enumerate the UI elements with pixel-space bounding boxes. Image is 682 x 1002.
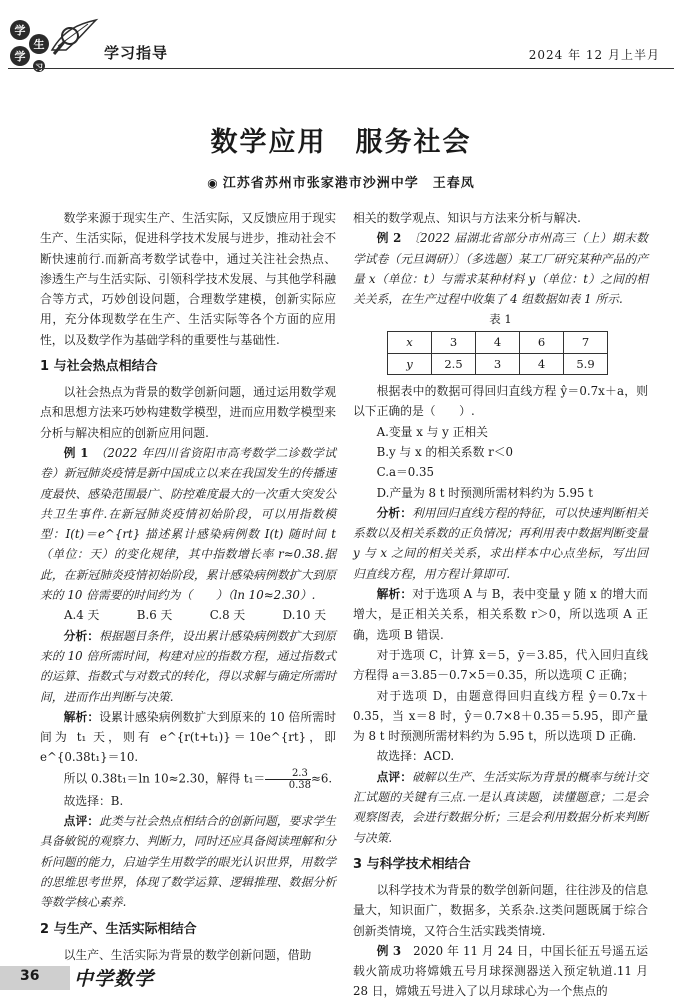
option-c: C.8 天 bbox=[209, 608, 246, 623]
table-cell: 4 bbox=[476, 332, 520, 353]
magazine-name: 中学数学 bbox=[74, 968, 155, 990]
analysis-2-label: 分析： bbox=[376, 505, 412, 520]
intro-paragraph: 数学来源于现实生产、生活实际，又反馈应用于现实生产、生活实际，促进科学技术发展与进步，推动社会不断快速前行.而新高考数学试卷中，通过关注社会热点、渗透生产与生活实际、引领科学技术发展、与其他学科融合等方式，巧妙创设问题，合理数学建模，创新实际应用，充分体现数学在生产、生活实际等各个方面的应用性，以及数学作为基础学科的重要性与基础性. bbox=[40, 211, 336, 347]
solution-2-choice: 故选择：ACD. bbox=[376, 749, 455, 764]
section-heading-2: 2 与生产、生活实际相结合 bbox=[40, 921, 197, 937]
page-header bbox=[0, 0, 682, 74]
option-b: B.6 天 bbox=[136, 608, 173, 623]
table-cell: 7 bbox=[564, 332, 608, 353]
solution-2-option-c: 对于选项 C，计算 x̄＝5，ȳ＝3.85，代入回归直线方程得 a＝3.85－0.7×5＝0.35，所以选项 C 正确； bbox=[353, 647, 648, 683]
analysis-2-text: 利用回归直线方程的特征，可以快速判断相关系数以及相关系数的正负情况；再利用表中数据判断变量 y 与 x 之间的相关关系，求出样本中心点坐标，写出回归直线方程，用方程计算即可. bbox=[353, 505, 648, 581]
page-footer bbox=[0, 962, 682, 1000]
left-column bbox=[40, 208, 336, 965]
comment-2-label: 点评： bbox=[376, 769, 412, 784]
example-3-label: 例 3 bbox=[376, 943, 402, 958]
data-table bbox=[387, 331, 608, 375]
solution-1-line-2 bbox=[40, 768, 336, 791]
solution-2-label: 解析： bbox=[376, 587, 413, 602]
example-1-text: （2022 年四川省资阳市高考数学二诊数学试卷）新冠肺炎疫情是新中国成立以来在我国发生的传播速度最快、感染范围最广、防控难度最大的一次重大突发公共卫生事件.在新冠肺炎疫情初始阶段，可以用指数模型：I(t)＝e^{rt} 描述累计感染病例数 I(t) 随时间 t（单位：天）的变化规律，其中指数增长率 r≈0.38.据此，在新冠肺炎疫情初始阶段，累计感染病例数扩大到原来的 10 倍需要的时间约为（ ）（ln 10≈2.30）. bbox=[40, 445, 336, 603]
table-cell: 3 bbox=[432, 332, 476, 353]
page-number: 36 bbox=[20, 968, 40, 984]
table-row bbox=[388, 332, 608, 353]
table-cell: 5.9 bbox=[564, 353, 608, 374]
comment-1-text: 此类与社会热点相结合的创新问题，要求学生具备敏锐的观察力、判断力，同时还应具备阅读理解和分析问题的能力，启迪学生用数学的眼光认识世界，用数学的思维思考世界，体现了数学运算、逻辑推理、数据分析等数学核心素养. bbox=[40, 814, 336, 910]
fraction-numerator: 2.3 bbox=[265, 768, 311, 780]
header-divider bbox=[8, 68, 674, 69]
section-heading-1: 1 与社会热点相结合 bbox=[40, 359, 158, 375]
example-2-label: 例 2 bbox=[376, 231, 402, 246]
comment-2 bbox=[353, 767, 648, 848]
analysis-2 bbox=[353, 503, 648, 584]
table-cell: x bbox=[388, 332, 432, 353]
solution-2 bbox=[353, 584, 648, 645]
analysis-1-label: 分析： bbox=[63, 628, 100, 643]
solution-1-text: 设累计感染病例数扩大到原来的 10 倍所需时间为 t₁ 天，则有 e^{r(t+t₁)}＝10e^{rt}，即 e^{0.38t₁}＝10. bbox=[40, 709, 336, 765]
section-heading-3: 3 与科学技术相结合 bbox=[353, 856, 471, 872]
solution-1 bbox=[40, 707, 336, 768]
analysis-1-text: 根据题目条件，设出累计感染病例数扩大到原来的 10 倍所需时间，构建对应的指数方程，通过指数式的运算、指数式与对数式的转化，得以求解与确定所需时间，进而作出判断与决策. bbox=[40, 628, 336, 704]
table-caption: 表 1 bbox=[489, 312, 512, 327]
example-2-option-b: B.y 与 x 的相关系数 r＜0 bbox=[376, 444, 514, 459]
section-3-paragraph: 以科学技术为背景的数学创新问题，往往涉及的信息量大，知识面广，数据多，关系杂.这类问题既属于综合创新类情境，又符合生活实践类情境. bbox=[353, 882, 648, 938]
table-cell: 2.5 bbox=[432, 353, 476, 374]
example-2-question: 根据表中的数据可得回归直线方程 ŷ＝0.7x＋a，则以下正确的是（ ）. bbox=[353, 384, 648, 419]
option-d: D.10 天 bbox=[282, 608, 326, 623]
example-2-text: 〔2022 届湖北省部分市州高三（上）期末数学试卷（元旦调研）〕（多选题）某工厂研究某种产品的产量 x（单位：t）与需求某种材料 y（单位：t）之间的相关关系，在生产过程中收集了 4 组数据如表 1 所示. bbox=[353, 231, 648, 307]
comment-1 bbox=[40, 811, 336, 912]
fraction-denominator: 0.38 bbox=[288, 779, 312, 791]
table-cell: y bbox=[388, 353, 432, 374]
comment-1-label: 点评： bbox=[63, 814, 100, 829]
logo-char-1: 学 bbox=[14, 24, 26, 37]
logo-char-3: 学 bbox=[14, 50, 26, 63]
analysis-1 bbox=[40, 626, 336, 707]
section-title: 学习指导 bbox=[104, 44, 169, 62]
fraction bbox=[265, 768, 311, 791]
example-3-text: 2020 年 11 月 24 日，中国长征五号遥五运载火箭成功将嫦娥五号月球探测器送入预定轨道.11 月 28 日，嫦娥五号进入了以月球球心为一个焦点的 bbox=[353, 943, 648, 999]
solution-1-result: ≈6. bbox=[311, 771, 333, 786]
example-1 bbox=[40, 443, 336, 605]
solution-2-option-d: 对于选项 D，由题意得回归直线方程 ŷ＝0.7x＋0.35，当 x＝8 时，ŷ＝0.7×8＋0.35＝5.95，即产量为 8 t 时预测所需材料约为 5.95 t，所以选项 D 正确. bbox=[353, 688, 648, 744]
author-bullet-icon: ◉ bbox=[207, 176, 219, 190]
right-column bbox=[353, 208, 648, 1002]
section-2-continuation: 相关的数学观点、知识与方法来分析与解决. bbox=[353, 211, 581, 225]
logo-char-4: 习 bbox=[35, 63, 43, 72]
table-cell: 6 bbox=[520, 332, 564, 353]
example-1-options bbox=[40, 605, 336, 625]
solution-2-text: 对于选项 A 与 B，表中变量 y 随 x 的增大而增大，是正相关关系，相关系数 r＞0，所以选项 A 正确，选项 B 错误. bbox=[353, 587, 648, 642]
section-1-paragraph: 以社会热点为背景的数学创新问题，通过运用数学观点和思想方法来巧妙构建数学模型，进而应用数学模型来分析与解决相应的创新应用问题. bbox=[40, 385, 336, 440]
solution-1-choice: 故选择：B. bbox=[63, 793, 124, 808]
magazine-logo-icon bbox=[8, 10, 100, 72]
author-line bbox=[0, 172, 682, 191]
solution-1-line-2-text: 所以 0.38t₁＝ln 10≈2.30，解得 t₁＝ bbox=[63, 771, 266, 786]
example-2-option-d: D.产量为 8 t 时预测所需材料约为 5.95 t bbox=[376, 485, 593, 500]
example-2-option-c: C.a＝0.35 bbox=[376, 465, 435, 480]
option-a: A.4 天 bbox=[64, 608, 100, 623]
example-2-option-a: A.变量 x 与 y 正相关 bbox=[376, 424, 488, 439]
example-2 bbox=[353, 228, 648, 309]
author-name: 江苏省苏州市张家港市沙洲中学 王春凤 bbox=[222, 176, 475, 191]
table-cell: 4 bbox=[520, 353, 564, 374]
solution-1-label: 解析： bbox=[63, 709, 100, 724]
example-1-label: 例 1 bbox=[63, 445, 89, 460]
table-row bbox=[388, 353, 608, 374]
section-2-paragraph: 以生产、生活实际为背景的数学创新问题，借助 bbox=[63, 947, 312, 962]
article-title: 数学应用 服务社会 bbox=[210, 127, 472, 158]
comment-2-text: 破解以生产、生活实际为背景的概率与统计交汇试题的关键有三点.一是认真读题，读懂题意；二是会观察图表，会进行数据分析；三是会利用数据分析来判断与决策. bbox=[353, 769, 648, 845]
logo-char-2: 生 bbox=[33, 38, 45, 51]
table-cell: 3 bbox=[476, 353, 520, 374]
issue-date: 2024 年 12 月上半月 bbox=[528, 48, 660, 62]
